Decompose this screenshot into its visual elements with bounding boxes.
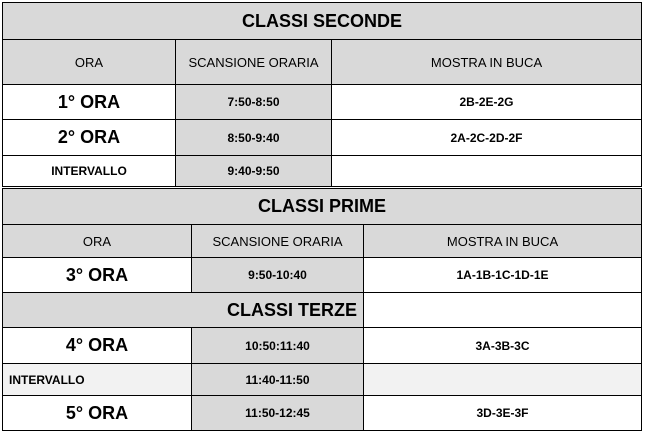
row-classes: 3A-3B-3C [363, 327, 642, 364]
header-mostra-in-buca: MOSTRA IN BUCA [331, 39, 642, 85]
row-classes: 1A-1B-1C-1D-1E [363, 257, 642, 293]
header-ora: ORA [2, 39, 176, 85]
title-blank-cell [363, 292, 642, 328]
row-ora-label: 4° ORA [2, 327, 192, 364]
row-ora-label: INTERVALLO [2, 155, 176, 187]
row-classes: 3D-3E-3F [363, 395, 642, 431]
row-classes: 2B-2E-2G [331, 84, 642, 120]
row-time: 10:50:11:40 [191, 327, 364, 364]
row-time: 11:50-12:45 [191, 395, 364, 431]
row-ora-label: 2° ORA [2, 119, 176, 156]
row-classes [331, 155, 642, 187]
title-classi-terze: CLASSI TERZE [2, 292, 364, 328]
row-ora-label: 3° ORA [2, 257, 192, 293]
row-time: 8:50-9:40 [175, 119, 332, 156]
header-scansione-oraria: SCANSIONE ORARIA [191, 224, 364, 258]
row-ora-label: INTERVALLO [2, 363, 192, 396]
row-ora-label: 5° ORA [2, 395, 192, 431]
row-time: 7:50-8:50 [175, 84, 332, 120]
row-time: 9:50-10:40 [191, 257, 364, 293]
row-time: 9:40-9:50 [175, 155, 332, 187]
row-ora-label: 1° ORA [2, 84, 176, 120]
title-classi-seconde: CLASSI SECONDE [2, 2, 642, 40]
row-classes: 2A-2C-2D-2F [331, 119, 642, 156]
header-ora: ORA [2, 224, 192, 258]
row-classes [363, 363, 642, 396]
title-classi-prime: CLASSI PRIME [2, 188, 642, 225]
row-time: 11:40-11:50 [191, 363, 364, 396]
header-scansione-oraria: SCANSIONE ORARIA [175, 39, 332, 85]
header-mostra-in-buca: MOSTRA IN BUCA [363, 224, 642, 258]
